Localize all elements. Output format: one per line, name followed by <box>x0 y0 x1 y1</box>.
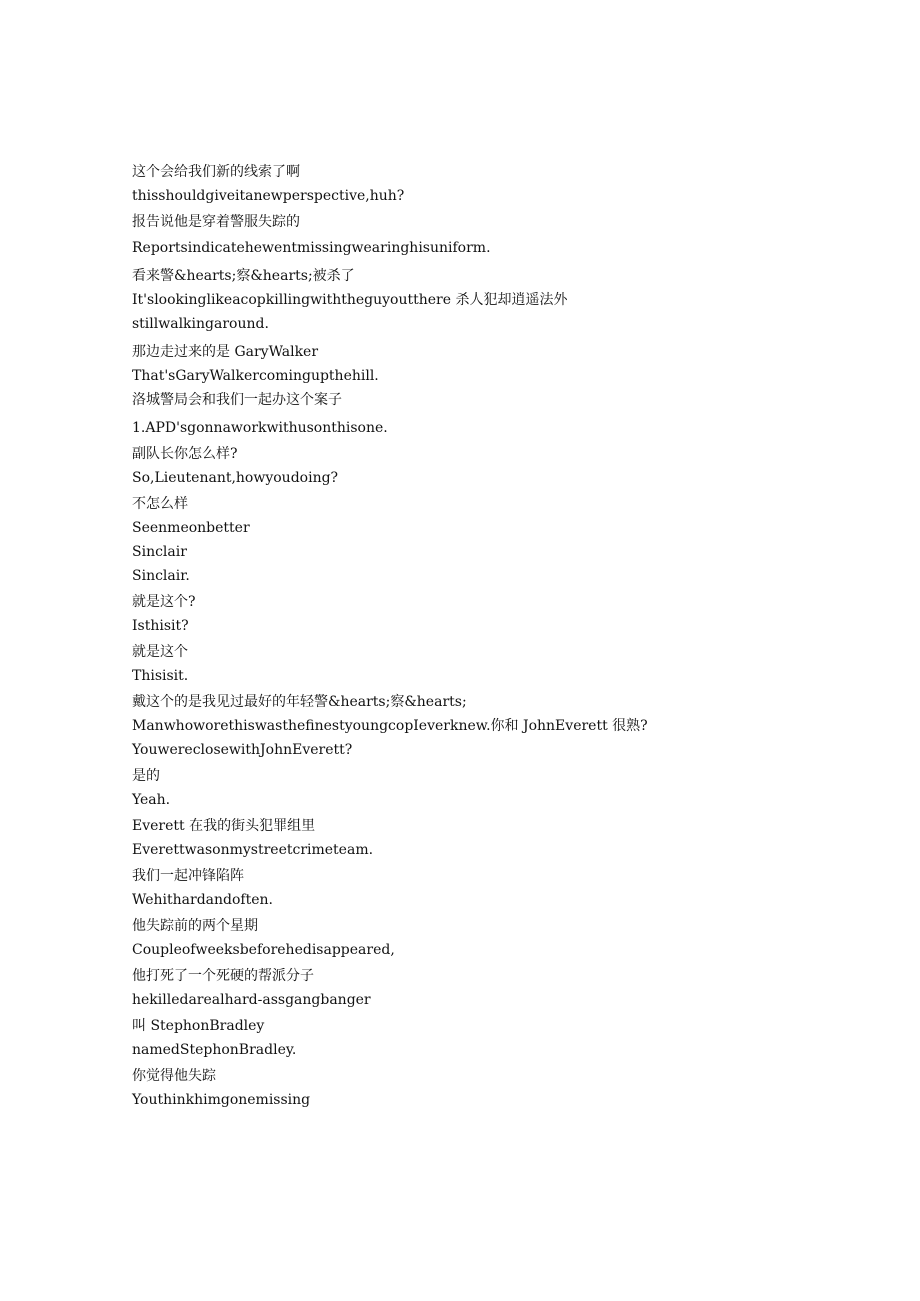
transcript-line: stillwalkingaround. <box>132 316 269 332</box>
transcript-line: 不怎么样 <box>132 496 188 512</box>
transcript-line: So,Lieutenant,howyoudoing? <box>132 470 339 486</box>
transcript-line: YouwereclosewithJohnEverett? <box>132 742 353 758</box>
transcript-line: 这个会给我们新的线索了啊 <box>132 164 300 180</box>
transcript-line: 那边走过来的是 GaryWalker <box>132 344 319 360</box>
transcript-line: 报告说他是穿着警服失踪的 <box>132 214 300 230</box>
transcript-line: 1.APD'sgonnaworkwithusonthisone. <box>132 420 388 436</box>
transcript-line: Youthinkhimgonemissing <box>132 1092 311 1108</box>
transcript-line: Everett 在我的街头犯罪组里 <box>132 818 316 834</box>
transcript-line: 叫 StephonBradley <box>132 1018 265 1034</box>
transcript-line: Reportsindicatehewentmissingwearinghisuniform. <box>132 240 491 256</box>
transcript-line: 是的 <box>132 768 160 784</box>
transcript-line: 就是这个? <box>132 594 196 610</box>
transcript-line: That'sGaryWalkercomingupthehill. <box>132 368 379 384</box>
transcript-line: 戴这个的是我见过最好的年轻警&hearts;察&hearts; <box>132 694 467 710</box>
transcript-line: 看来警&hearts;察&hearts;被杀了 <box>132 268 355 284</box>
transcript-line: 就是这个 <box>132 644 188 660</box>
transcript-line: 你觉得他失踪 <box>132 1068 216 1084</box>
transcript-line: Sinclair. <box>132 568 190 584</box>
transcript-line: thisshouldgiveitanewperspective,huh? <box>132 188 405 204</box>
subtitle-transcript <box>132 160 892 1112</box>
transcript-line: 他打死了一个死硬的帮派分子 <box>132 968 314 984</box>
transcript-line: 洛城警局会和我们一起办这个案子 <box>132 392 342 408</box>
transcript-line: 副队长你怎么样? <box>132 446 238 462</box>
transcript-line: Everettwasonmystreetcrimeteam. <box>132 842 374 858</box>
transcript-line: Coupleofweeksbeforehedisappeared, <box>132 942 395 958</box>
transcript-line: It'slookinglikeacopkillingwiththeguyoutthere 杀人犯却逍遥法外 <box>132 292 568 308</box>
transcript-line: Sinclair <box>132 544 187 560</box>
transcript-line: 我们一起冲锋陷阵 <box>132 868 244 884</box>
transcript-line: namedStephonBradley. <box>132 1042 297 1058</box>
transcript-line: 他失踪前的两个星期 <box>132 918 258 934</box>
transcript-line: Yeah. <box>132 792 171 808</box>
transcript-line: Wehithardandoften. <box>132 892 273 908</box>
transcript-line: Seenmeonbetter <box>132 520 250 536</box>
transcript-line: hekilledarealhard-assgangbanger <box>132 992 371 1008</box>
transcript-line: Isthisit? <box>132 618 189 634</box>
transcript-line: ManwhoworethiswasthefinestyoungcopIeverknew.你和 JohnEverett 很熟? <box>132 718 648 734</box>
transcript-line: Thisisit. <box>132 668 189 684</box>
